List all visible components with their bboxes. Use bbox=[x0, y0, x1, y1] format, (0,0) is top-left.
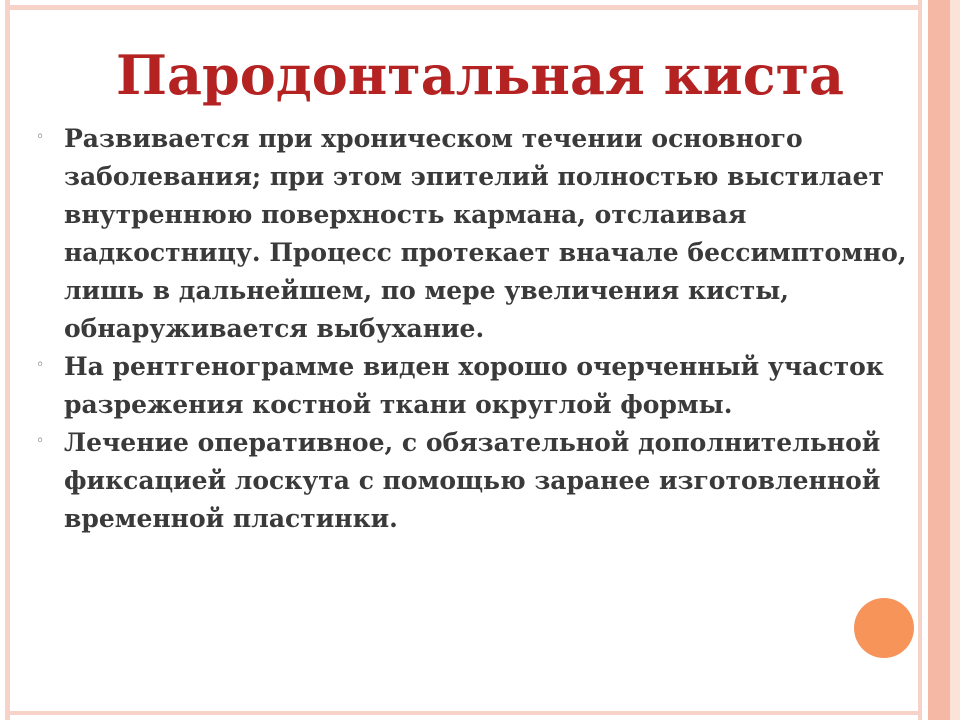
bullet-item bbox=[36, 348, 916, 424]
frame-left-border bbox=[5, 0, 10, 720]
decorative-circle-icon bbox=[854, 598, 914, 658]
bullet-marker-icon: ◦ bbox=[36, 357, 45, 373]
bullet-text: Развивается при хроническом течении основного заболевания; при этом эпителий полностью выстилает внутреннюю поверхность кармана, отслаивая надкостницу. Процесс протекает вначале бессимптомно, лишь в дальнейшем, по мере увеличения кисты, обнаруживается выбухание. bbox=[64, 124, 907, 343]
right-accent-band bbox=[928, 0, 950, 720]
bullet-text: Лечение оперативное, с обязательной дополнительной фиксацией лоскута с помощью заранее изготовленной временной пластинки. bbox=[64, 428, 881, 533]
slide-title: Пародонтальная киста bbox=[115, 43, 845, 107]
bullet-item bbox=[36, 424, 916, 538]
bullet-item bbox=[36, 120, 916, 348]
frame-bottom-border bbox=[5, 711, 922, 715]
bullet-list bbox=[36, 120, 916, 538]
frame-top-border bbox=[5, 5, 922, 10]
right-accent-edge bbox=[950, 0, 960, 720]
bullet-marker-icon: ◦ bbox=[36, 433, 45, 449]
bullet-marker-icon: ◦ bbox=[36, 129, 45, 145]
bullet-text: На рентгенограмме виден хорошо очерченный участок разрежения костной ткани округлой формы. bbox=[64, 352, 884, 419]
